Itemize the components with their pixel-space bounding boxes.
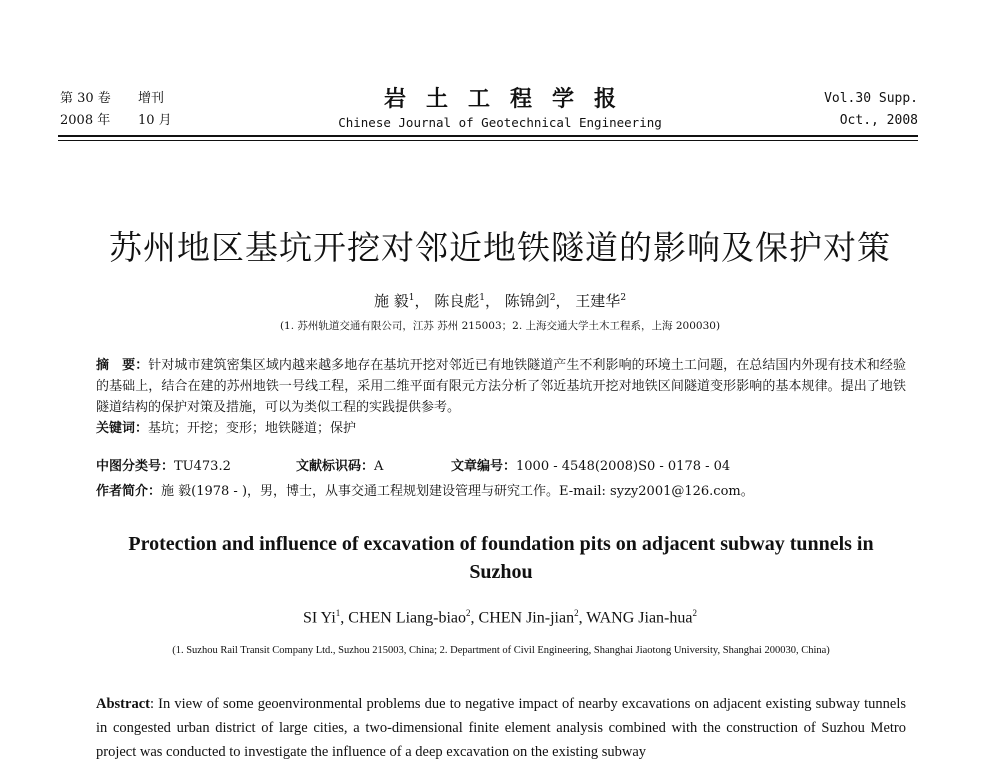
author-en: CHEN Jin-jian (478, 609, 575, 627)
year-cn: 2008 年 (60, 113, 111, 128)
supp-cn: 增刊 (138, 91, 165, 106)
journal-name-en: Chinese Journal of Geotechnical Engineering (338, 115, 662, 130)
classification-line (96, 455, 730, 474)
header-rule-thick (58, 135, 918, 137)
abstract-en (96, 692, 906, 764)
header-left (60, 88, 172, 132)
clc-value: TU473.2 (174, 459, 231, 474)
author-en: WANG Jian-hua (586, 609, 693, 627)
author-cn: 施 毅 (373, 292, 409, 310)
author-bio-label: 作者简介： (96, 484, 162, 499)
article-no-value: 1000 - 4548(2008)S0 - 0178 - 04 (516, 459, 731, 474)
article-no-label: 文章编号： (451, 459, 517, 474)
authors-en: SI Yi$^1$, CHEN Liang-biao$^2$, CHEN Jin-jian$^2$, WANG Jian-hua$^2$ (303, 608, 697, 627)
doc-value: A (374, 459, 384, 474)
header-rule-thin (58, 140, 918, 141)
date-en: Oct., 2008 (839, 113, 918, 128)
affiliation-en: (1. Suzhou Rail Transit Company Ltd., Suzhou 215003, China; 2. Department of Civil Engineering, Shanghai Jiaotong University, Shanghai 200030, China) (172, 645, 830, 656)
abstract-cn (96, 355, 906, 439)
affiliation-cn: (1. 苏州轨道交通有限公司，江苏 苏州 215003；2. 上海交通大学土木工程系，上海 200030) (279, 320, 721, 332)
author-en: CHEN Liang-biao (348, 609, 467, 627)
author-en: SI Yi (303, 609, 336, 627)
author-cn: 王建华 (575, 292, 621, 310)
authors-cn: 施 毅$^1$， 陈良彪$^1$， 陈锦剑$^2$， 王建华$^2$ (373, 292, 627, 310)
volume-en: Vol.30 Supp. (824, 91, 918, 106)
keywords-cn-text: 基坑；开挖；变形；地铁隧道；保护 (148, 421, 357, 436)
clc-label: 中图分类号： (96, 459, 175, 474)
author-bio (96, 480, 754, 499)
author-cn: 陈良彪 (434, 292, 480, 310)
volume-cn: 第 30 卷 (60, 91, 111, 106)
header-right (824, 88, 918, 132)
doc-label: 文献标识码： (296, 459, 375, 474)
abstract-en-text: : In view of some geoenvironmental problems due to negative impact of nearby excavations on adjacent existing subway tunnels in congested urban district of large cities, a two-dimensional finite element analysis combined with the construction of Suzhou Metro project was conducted to investigate the influence of a deep excavation on the existing subway (96, 696, 906, 760)
paper-title-cn: 苏州地区基坑开挖对邻近地铁隧道的影响及保护对策 (109, 228, 891, 267)
journal-header (280, 82, 720, 130)
month-cn: 10 月 (138, 113, 172, 128)
abstract-cn-text: 针对城市建筑密集区域内越来越多地存在基坑开挖对邻近已有地铁隧道产生不利影响的环境土工问题，在总结国内外现有技术和经验的基础上，结合在建的苏州地铁一号线工程，采用二维平面有限元方法分析了邻近基坑开挖对地铁区间隧道变形影响的基本规律。提出了地铁隧道结构的保护对策及措施，可以为类似工程的实践提供参考。 (96, 358, 906, 415)
paper-title-en: Protection and influence of excavation of foundation pits on adjacent subway tunnels in Suzhou (128, 533, 874, 583)
abstract-en-label: Abstract (96, 696, 150, 712)
journal-name-cn: 岩土工程学报 (383, 86, 636, 112)
author-cn: 陈锦剑 (504, 292, 550, 310)
author-bio-text: 施 毅(1978 - )，男，博士，从事交通工程规划建设管理与研究工作。E-mail: syzy2001@126.com。 (161, 484, 754, 499)
abstract-cn-label: 摘 要： (96, 358, 149, 373)
keywords-cn-label: 关键词： (96, 421, 149, 436)
